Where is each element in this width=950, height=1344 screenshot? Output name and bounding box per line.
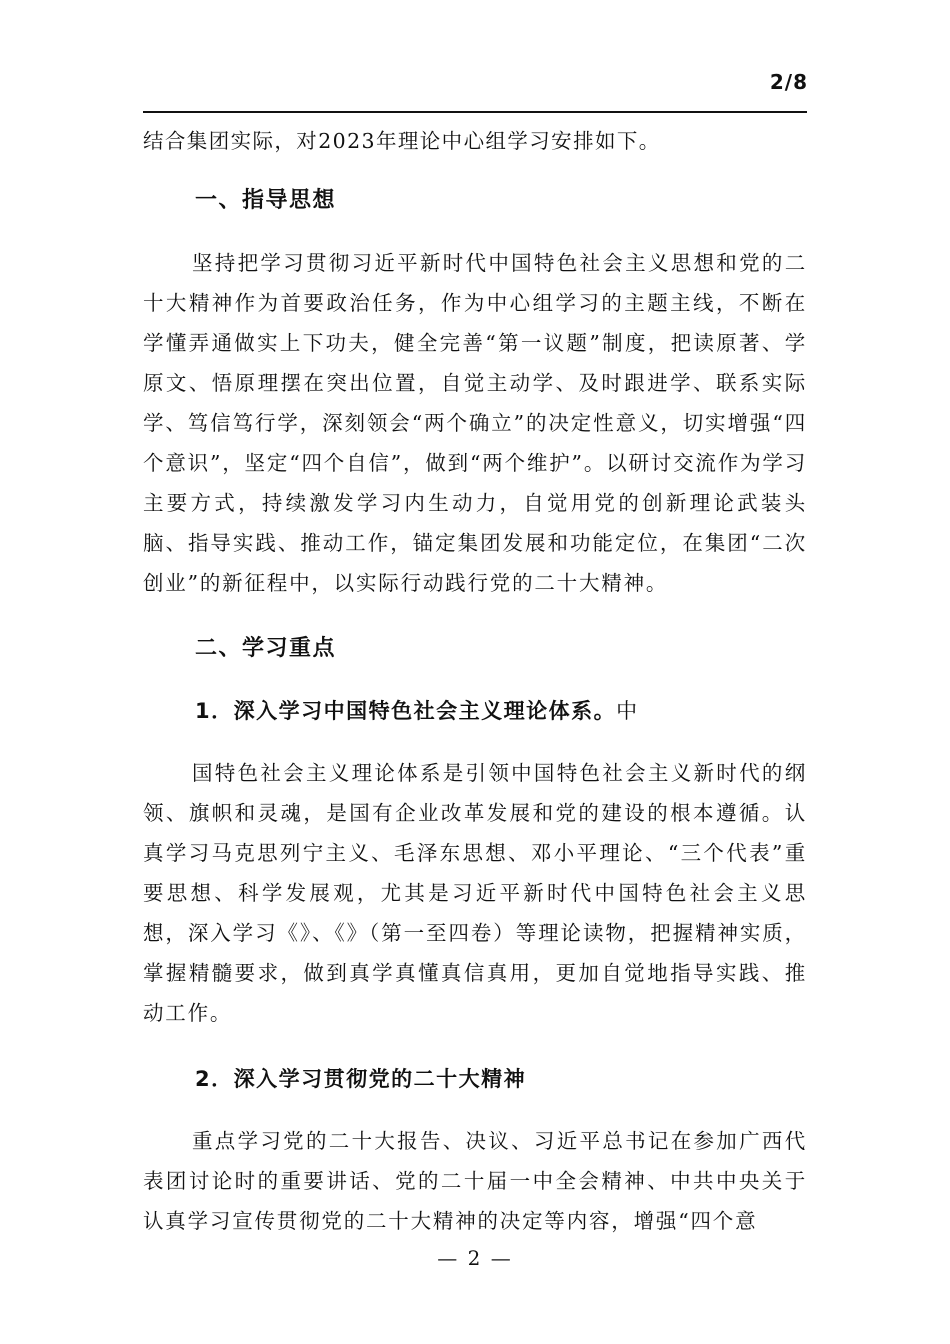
section-heading-guiding-ideology: 一、指导思想 xyxy=(195,188,337,213)
subheading-item-2: 2．深入学习贯彻党的二十大精神 xyxy=(195,1067,527,1091)
paragraph-item-2: 重点学习党的二十大报告、决议、习近平总书记在参加广西代表团讨论时的重要讲话、党的二十届一中全会精神、中共中央关于认真学习宣传贯彻党的二十大精神的决定等内容，增强“四个意 xyxy=(143,1129,807,1233)
subheading-item-1-title: 1．深入学习中国特色社会主义理论体系。 xyxy=(195,699,617,723)
section-paragraph-guiding-ideology: 坚持把学习贯彻习近平新时代中国特色社会主义思想和党的二十大精神作为首要政治任务，作为中心组学习的主题主线，不断在学懂弄通做实上下功夫，健全完善“第一议题”制度，把读原著、学原文、悟原理摆在突出位置，自觉主动学、及时跟进学、联系实际学、笃信笃行学，深刻领会“两个确立”的决定性意义，切实增强“四个意识”，坚定“四个自信”，做到“两个维护”。以研讨交流作为学习主要方式，持续激发学习内生动力，自觉用党的创新理论武装头脑、指导实践、推动工作，锚定集团发展和功能定位，在集团“二次创业”的新征程中，以实际行动践行党的二十大精神。 xyxy=(143,251,807,595)
subheading-item-1-tail: 中 xyxy=(616,699,639,723)
subheading-item-1 xyxy=(143,691,807,731)
intro-line: 结合集团实际，对2023年理论中心组学习安排如下。 xyxy=(143,129,661,153)
footer-page-number: — 2 — xyxy=(437,1246,513,1270)
section-heading-study-focus: 二、学习重点 xyxy=(195,636,337,661)
document-body xyxy=(143,120,807,1241)
paragraph-item-1: 国特色社会主义理论体系是引领中国特色社会主义新时代的纲领、旗帜和灵魂，是国有企业改革发展和党的建设的根本遵循。认真学习马克思列宁主义、毛泽东思想、邓小平理论、“三个代表”重要思想、科学发展观，尤其是习近平新时代中国特色社会主义思想，深入学习《》、《》（第一至四卷）等理论读物，把握精神实质，掌握精髓要求，做到真学真懂真信真用，更加自觉地指导实践、推动工作。 xyxy=(143,761,807,1025)
header-divider xyxy=(143,111,807,113)
page-counter: 2/8 xyxy=(769,70,808,94)
